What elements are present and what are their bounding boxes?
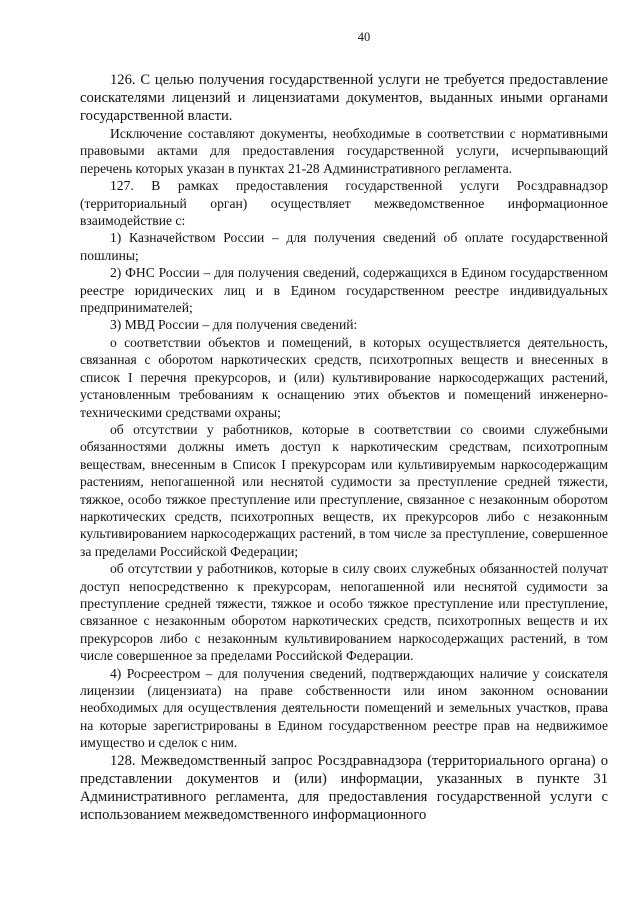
paragraph-item-2-fns: 2) ФНС России – для получения сведений, содержащихся в Едином государственном реестре юридических лиц и в Едином государственном реестре индивидуальных предпринимателей; [80, 265, 608, 316]
paragraph-item-4-rosreestr: 4) Росреестром – для получения сведений, подтверждающих наличие у соискателя лицензии (лицензиата) на праве собственности или ином законном основании необходимых для осуществления деятельности помещений и земельных участков, права на которые зарегистрированы в Едином государственном реестре прав на недвижимое имущество и сделок с ним. [80, 665, 608, 751]
paragraph-127: 127. В рамках предоставления государственной услуги Росздравнадзор (территориальный орган) осуществляет межведомственное информационное взаимодействие с: [80, 178, 608, 229]
page-number: 40 [357, 30, 371, 44]
paragraph-mvd-facilities: о соответствии объектов и помещений, в которых осуществляется деятельность, связанная с оборотом наркотических средств, психотропных веществ и внесенных в список I перечня прекурсоров, и (или) культивирование наркосодержащих растений, установленным требованиям к оснащению этих объектов и помещений инженерно-техническими средствами охраны; [80, 334, 608, 420]
paragraph-item-3-mvd: 3) МВД России – для получения сведений: [110, 317, 358, 333]
paragraph-126: 126. С целью получения государственной услуги не требуется предоставление соискателями лицензий и лицензиатами документов, выданных иными органами государственной власти. [80, 72, 608, 124]
paragraph-mvd-precursors: об отсутствии у работников, которые в силу своих служебных обязанностей получат доступ непосредственно к прекурсорам, непогашенной или неснятой судимости за преступление средней тяжести, тяжкое и особо тяжкое преступление или преступление, связанное с незаконным оборотом наркотических средств, психотропных веществ и их прекурсоров либо с незаконным культивированием наркосодержащих растений, в том числе совершенное за пределами Российской Федерации. [80, 561, 608, 664]
paragraph-exception: Исключение составляют документы, необходимые в соответствии с нормативными правовыми актами для предоставления государственной услуги, исчерпывающий перечень которых указан в пунктах 21-28 Административного регламента. [80, 126, 608, 176]
paragraph-mvd-employees: об отсутствии у работников, которые в соответствии со своими служебными обязанностями должны иметь доступ к наркотическим средствам, психотропным веществам, внесенным в Список I прекурсорам или культивируемым наркосодержащим растениям, непогашенной или неснятой судимости за преступление средней тяжести, тяжкое, особо тяжкое преступление или преступление, связанное с незаконным оборотом наркотических средств, психотропных веществ, их прекурсоров либо с незаконным культивированием наркосодержащих растений, в том числе за преступление, совершенное за пределами Российской Федерации; [80, 421, 608, 559]
paragraph-item-1-treasury: 1) Казначейством России – для получения сведений об оплате государственной пошлины; [80, 230, 608, 263]
paragraph-128: 128. Межведомственный запрос Росздравнадзора (территориального органа) о представлении документов и (или) информации, указанных в пункте 31 Административного регламента, для предоставления государственной услуги с использованием межведомственного информационного [80, 752, 608, 823]
document-body [80, 71, 608, 824]
